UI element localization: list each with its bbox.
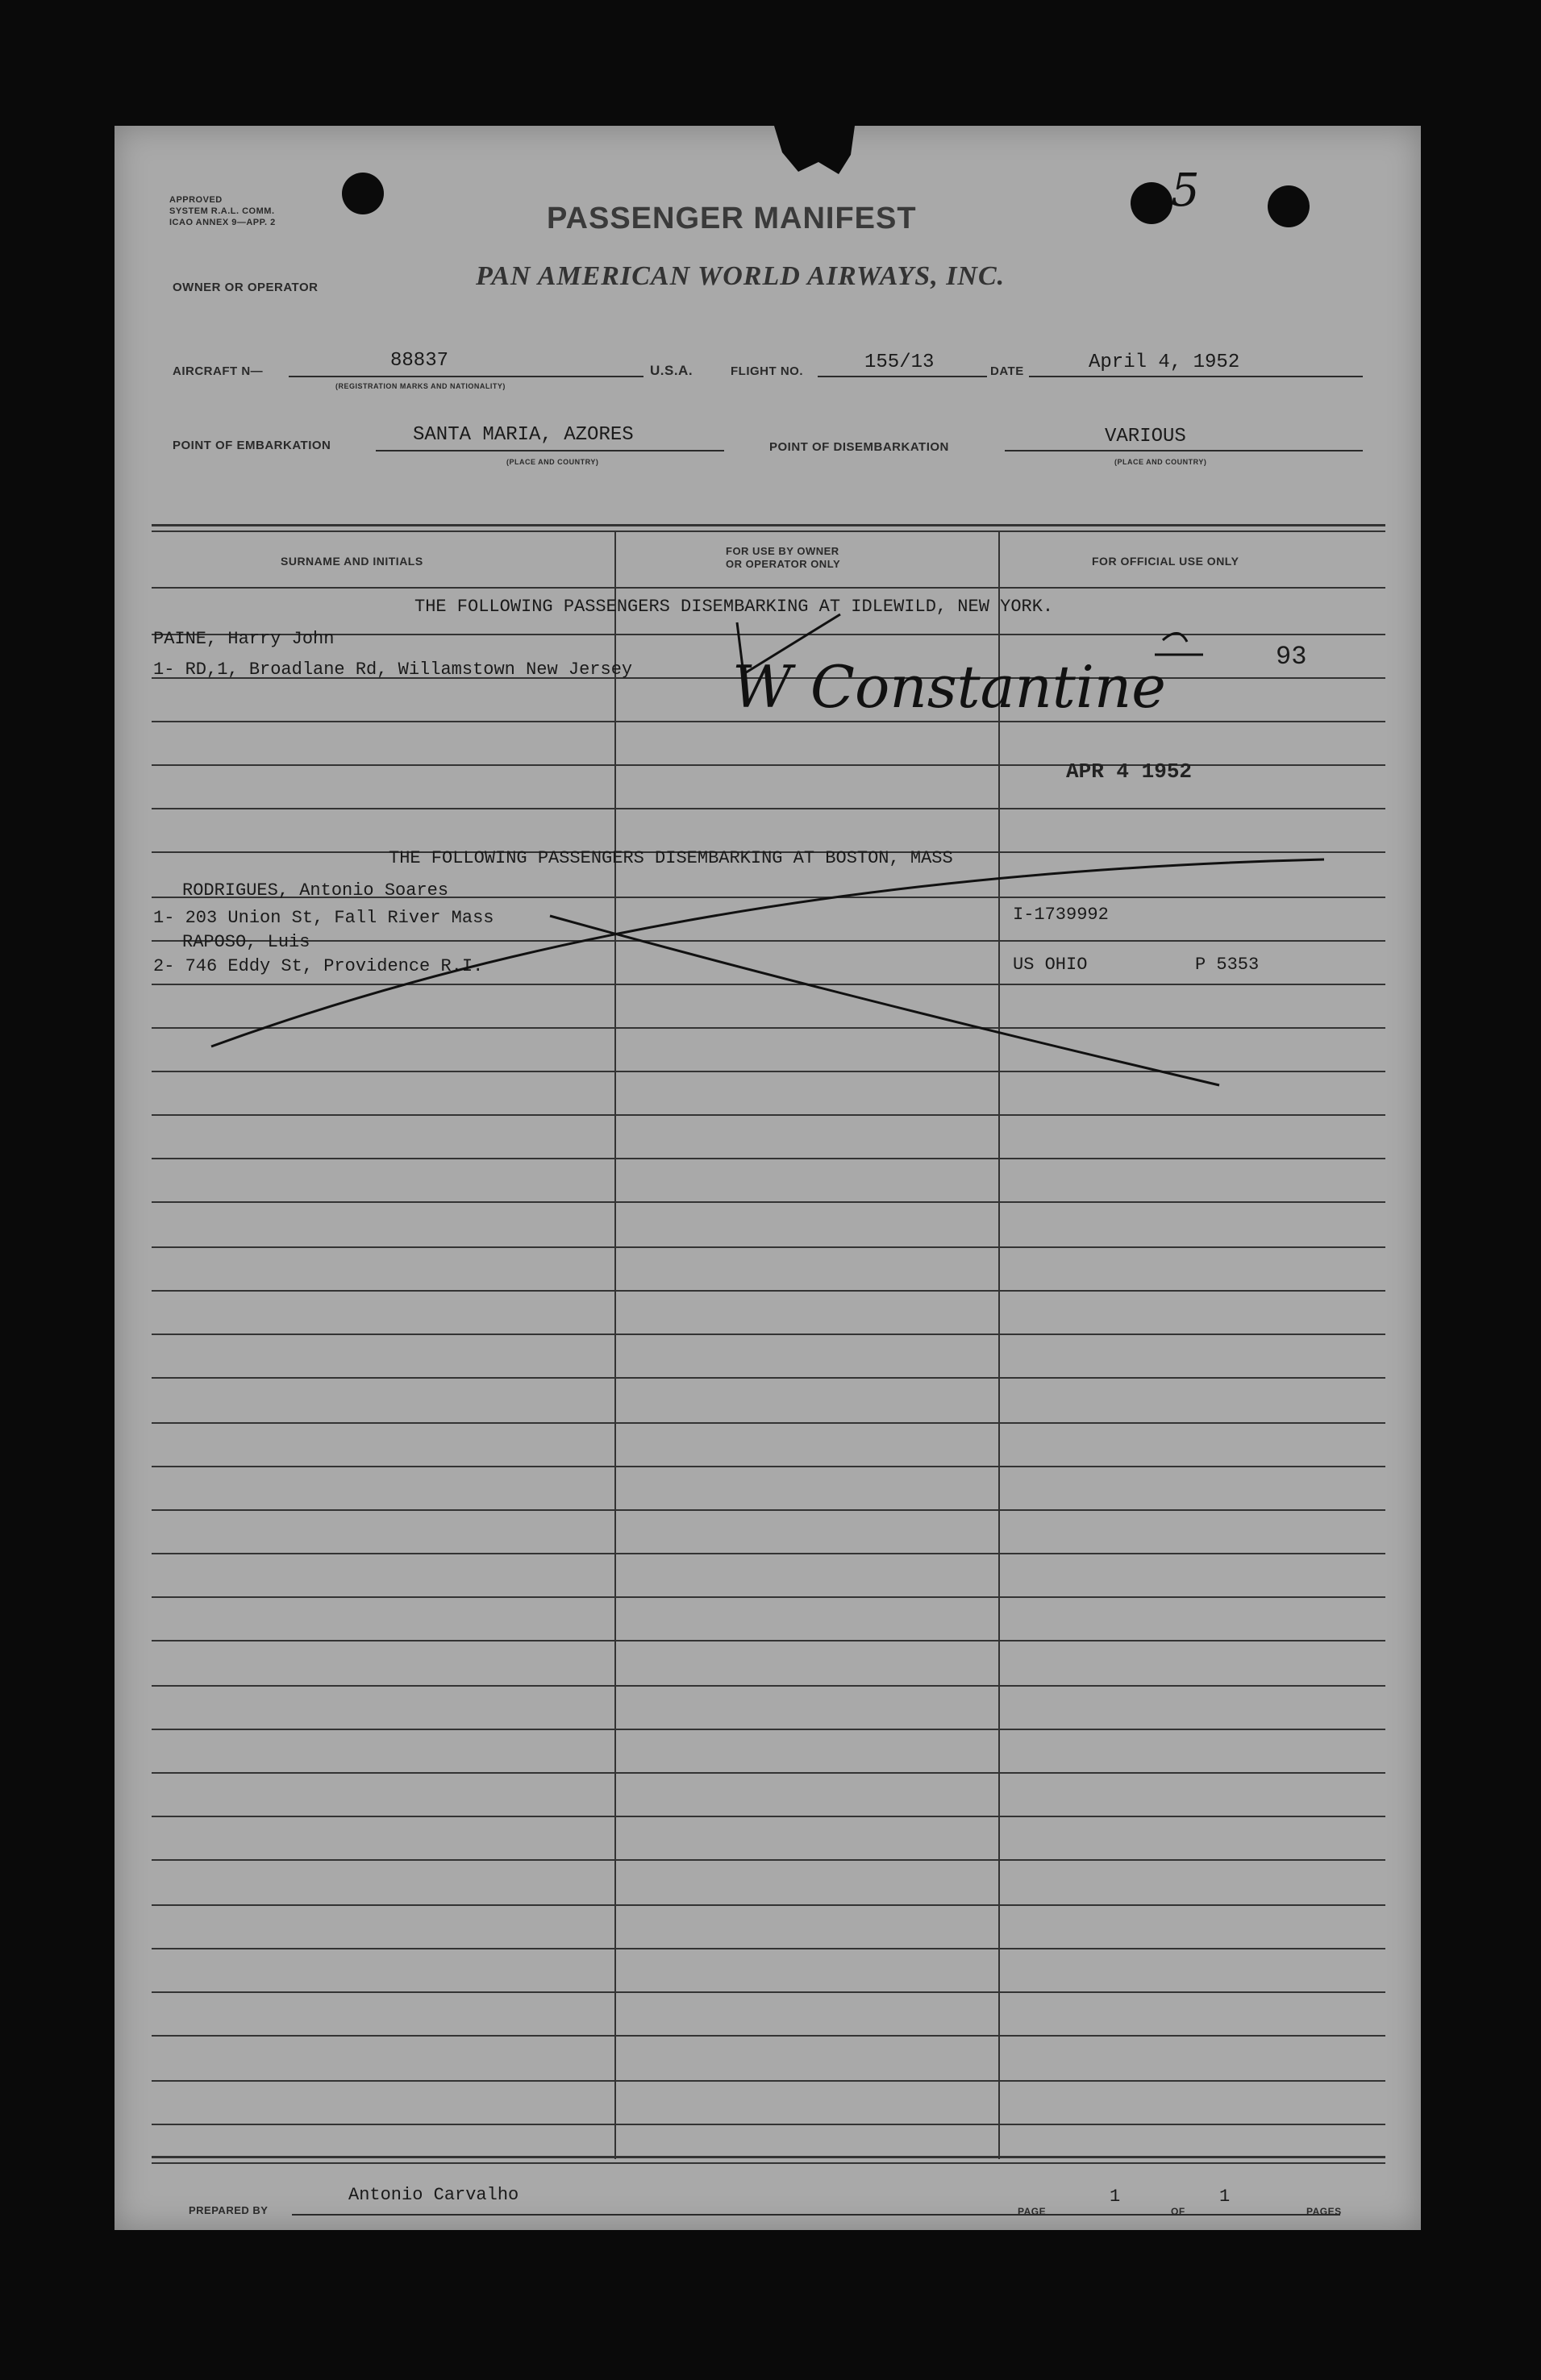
date-stamp: APR 4 1952 <box>1066 759 1193 784</box>
boston-passenger1-address: 1- 203 Union St, Fall River Mass <box>153 908 494 928</box>
date-label: DATE <box>990 364 1024 378</box>
handwritten-signature: W Constantine <box>732 653 1166 721</box>
approval-line-1: APPROVED <box>169 195 223 205</box>
prepared-label: PREPARED BY <box>189 2204 269 2216</box>
embarkation-value: SANTA MARIA, AZORES <box>413 424 634 446</box>
strike-line-1 <box>211 859 1324 1046</box>
passenger-name: PAINE, Harry John <box>153 629 335 649</box>
col-header-owner-line2: OR OPERATOR ONLY <box>726 558 841 570</box>
boston-passenger2-name: RAPOSO, Luis <box>182 932 310 952</box>
aircraft-value: 88837 <box>390 350 449 372</box>
col-header-surname: SURNAME AND INITIALS <box>281 555 423 568</box>
usa-label: U.S.A. <box>650 363 693 378</box>
manifest-sheet <box>115 126 1421 2230</box>
boston-passenger1-official: I-1739992 <box>1013 905 1109 925</box>
date-value: April 4, 1952 <box>1089 352 1240 373</box>
section-heading-idlewild: THE FOLLOWING PASSENGERS DISEMBARKING AT IDLEWILD, NEW YORK. <box>414 597 1054 617</box>
flight-value: 155/13 <box>864 352 935 373</box>
section-heading-boston: THE FOLLOWING PASSENGERS DISEMBARKING AT BOSTON, MASS <box>389 848 953 868</box>
strikethrough-svg <box>115 126 1421 1093</box>
form-title: PASSENGER MANIFEST <box>547 202 917 235</box>
strike-line-2 <box>550 916 1219 1085</box>
pages-label: PAGES <box>1306 2206 1342 2217</box>
of-label: OF <box>1171 2206 1185 2217</box>
boston-passenger2-official-a: US OHIO <box>1013 955 1088 975</box>
of-value: 1 <box>1219 2187 1231 2207</box>
boston-passenger1-name: RODRIGUES, Antonio Soares <box>182 880 449 901</box>
owner-label: OWNER OR OPERATOR <box>173 281 319 294</box>
page-mark: 5 <box>1171 164 1200 217</box>
page-value: 1 <box>1110 2187 1121 2207</box>
approval-line-3: ICAO ANNEX 9—APP. 2 <box>169 218 276 227</box>
disembarkation-label: POINT OF DISEMBARKATION <box>769 440 949 454</box>
col-header-official: FOR OFFICIAL USE ONLY <box>1092 555 1239 568</box>
passenger-address: 1- RD,1, Broadlane Rd, Willamstown New Jersey <box>153 659 633 680</box>
embarkation-caption: (PLACE AND COUNTRY) <box>506 458 599 466</box>
disembarkation-caption: (PLACE AND COUNTRY) <box>1114 458 1207 466</box>
boston-passenger2-official-b: P 5353 <box>1195 955 1260 975</box>
disembarkation-value: VARIOUS <box>1105 426 1186 447</box>
flight-label: FLIGHT NO. <box>731 364 803 378</box>
boston-passenger2-address: 2- 746 Eddy St, Providence R.I. <box>153 956 484 976</box>
airline-name: PAN AMERICAN WORLD AIRWAYS, INC. <box>476 261 1006 291</box>
approval-line-2: SYSTEM R.A.L. COMM. <box>169 206 275 216</box>
embarkation-label: POINT OF EMBARKATION <box>173 439 331 452</box>
prepared-value: Antonio Carvalho <box>348 2185 519 2205</box>
aircraft-label: AIRCRAFT N— <box>173 364 264 378</box>
page-label: PAGE <box>1018 2206 1047 2217</box>
registration-caption: (REGISTRATION MARKS AND NATIONALITY) <box>335 382 506 390</box>
col-header-owner-line1: FOR USE BY OWNER <box>726 545 839 557</box>
official-number: 93 <box>1276 642 1307 672</box>
